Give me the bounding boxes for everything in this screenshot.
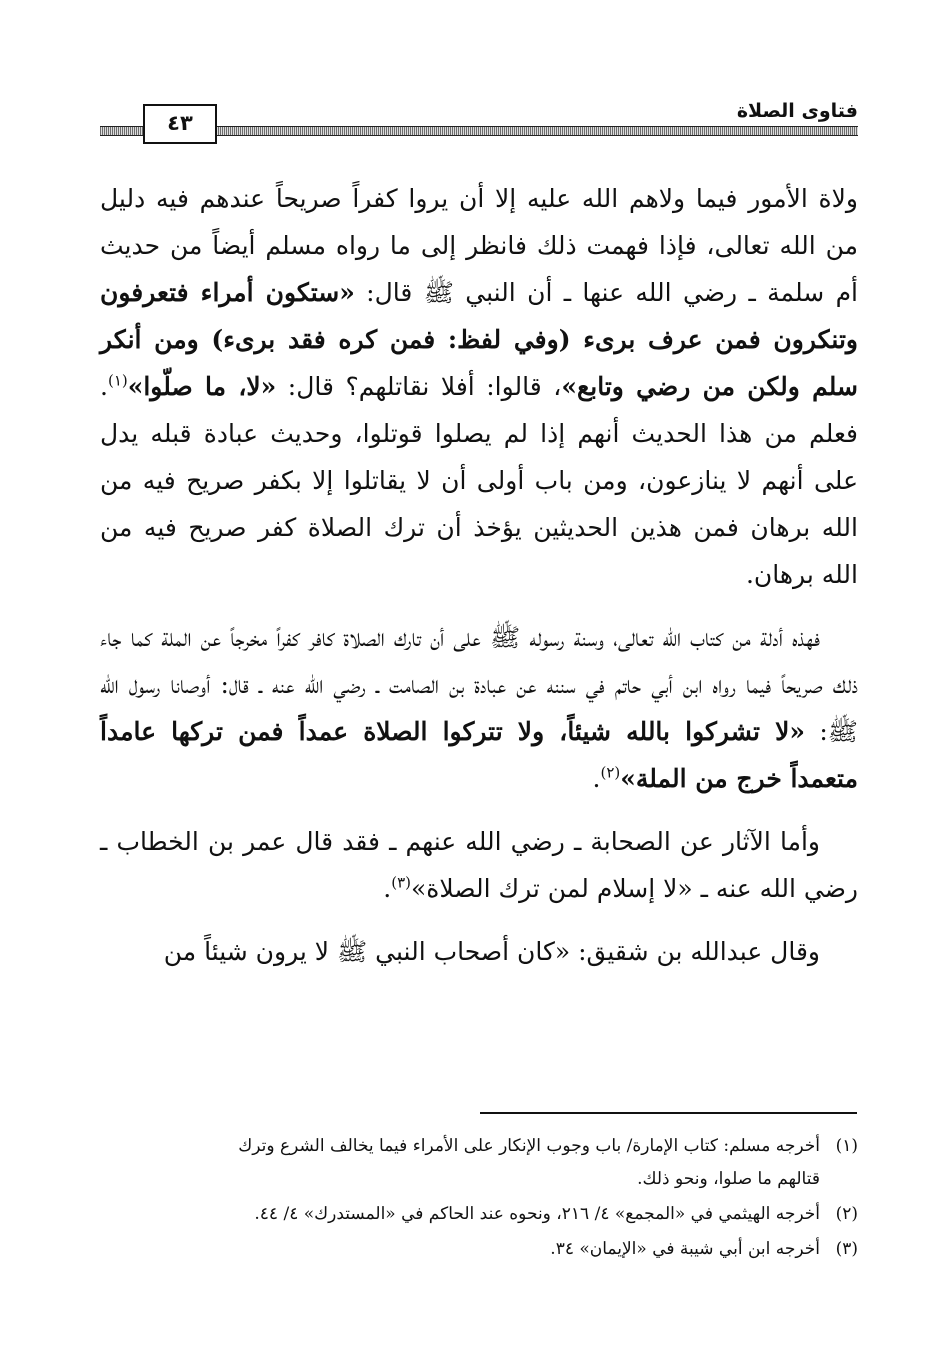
text-span: ولاة الأمور فيما ولاهم الله عليه إلا أن يروا كفراً صريحاً عندهم فيه دليل من الله تعالى، فإذا فهمت ذلك فانظر إلى ما رواه مسلم أيضاً من حديث أم سلمة ـ رضي الله عنها ـ أن النبي ﷺ قال:: [100, 184, 858, 307]
footnotes: [100, 1130, 858, 1268]
footnote-text: أخرجه ابن أبي شيبة في «الإيمان» ٣٤.: [550, 1239, 820, 1259]
hadith-quote: «لا تشركوا بالله شيئاً، ولا تتركوا الصلاة عمداً فمن تركها عامداً متعمداً خرج من الملة»: [100, 717, 858, 793]
text-span: .: [592, 764, 601, 793]
footnote-2: [100, 1198, 858, 1231]
paragraph-1: [100, 175, 858, 598]
hadith-quote: «لا، ما صلّوا»: [127, 372, 277, 401]
main-text: [100, 175, 858, 975]
text-span: ، قالوا: أفلا نقاتلهم؟ قال:: [276, 372, 562, 401]
page-header: [100, 96, 858, 146]
text-span: وقال عبدالله بن شقيق: «كان أصحاب النبي ﷺ لا يرون شيئاً من: [163, 937, 820, 966]
paragraph-3: [100, 818, 858, 912]
footnote-text: قتالهم ما صلوا، ونحو ذلك.: [637, 1169, 820, 1189]
hadith-quote: «ستكون أمراء فتعرفون وتنكرون فمن عرف برىء (وفي لفظ: فمن كره فقد برىء) ومن أنكر سلم ولكن من رضي وتابع»: [100, 278, 858, 401]
footnote-3: [100, 1233, 858, 1266]
text-span: فهذه أدلة من كتاب الله تعالى، وسنة رسوله ﷺ على أن تارك الصلاة كافر كفراً مخرجاً عن الملة كما جاء ذلك صريحاً فيما رواه ابن أبي حاتم في سننه عن عبادة بن الصامت ـ رضي الله عنه ـ قال: أوصانا رسول الله ﷺ:: [100, 623, 858, 746]
footnote-number: (٣): [835, 1239, 858, 1259]
footnote-ref-3: (٣): [391, 873, 411, 892]
paragraph-4: [100, 928, 858, 975]
footnote-1: [100, 1130, 858, 1196]
footnote-text: أخرجه الهيثمي في «المجمع» ٤/ ٢١٦، ونحوه عند الحاكم في «المستدرك» ٤/ ٤٤.: [254, 1204, 820, 1224]
footnote-text: أخرجه مسلم: كتاب الإمارة/ باب وجوب الإنكار على الأمراء فيما يخالف الشرع وترك: [238, 1136, 820, 1156]
page-number: ٤٣: [143, 104, 217, 144]
text-span: .: [383, 874, 392, 903]
footnote-ref-1: (١): [107, 371, 128, 390]
footnote-number: (١): [835, 1136, 858, 1156]
footnote-ref-2: (٢): [600, 763, 621, 782]
footnote-separator: [480, 1112, 857, 1114]
footnote-number: (٢): [835, 1204, 858, 1224]
text-span: . فعلم من هذا الحديث أنهم إذا لم يصلوا قوتلوا، وحديث عبادة قبله يدل على أنهم لا ينازعون، ومن باب أولى أن لا يقاتلوا إلا بكفر صريح فيه من الله برهان فمن هذين الحديثين يؤخذ أن ترك الصلاة كفر صريح فيه من الله برهان.: [100, 372, 858, 589]
running-title: فتاوى الصلاة: [727, 96, 858, 126]
text-span: وأما الآثار عن الصحابة ـ رضي الله عنهم ـ فقد قال عمر بن الخطاب ـ رضي الله عنه ـ «لا إسلام لمن ترك الصلاة»: [100, 827, 858, 903]
paragraph-2: [100, 614, 858, 802]
